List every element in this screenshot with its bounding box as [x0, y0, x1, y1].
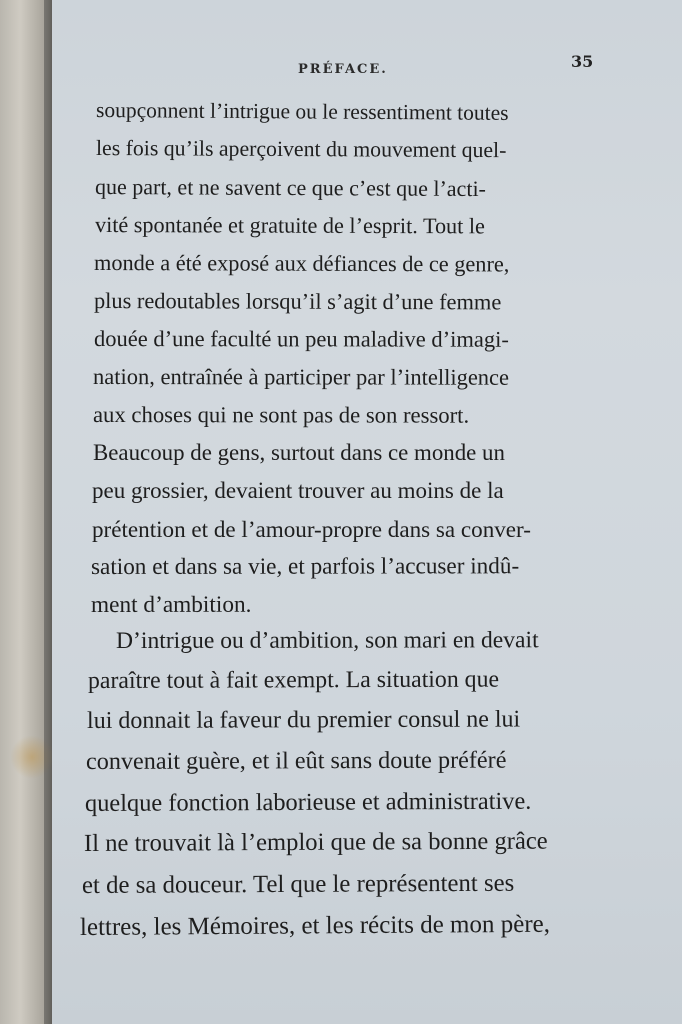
text-line: soupçonnent l’intrigue ou le ressentiment toutes: [95, 98, 509, 125]
text-line: Beaucoup de gens, surtout dans ce monde un: [93, 440, 505, 465]
text-line: D’intrigue ou d’ambition, son mari en devait: [115, 627, 539, 654]
text-line: lui donnait la faveur du premier consul ne lui: [86, 706, 521, 734]
body-text: [52, 0, 682, 1024]
text-line: que part, et ne savent ce que c’est que l’acti-: [94, 174, 486, 202]
text-line: aux choses qui ne sont pas de son ressort.: [92, 402, 470, 428]
text-line: prétention et de l’amour-propre dans sa conver-: [92, 516, 531, 542]
text-line: les fois qu’ils aperçoivent du mouvement quel-: [95, 136, 507, 163]
text-line: plus redoutables lorsqu’il s’agit d’une femme: [93, 288, 502, 315]
text-line: et de sa douceur. Tel que le représentent ses: [81, 869, 515, 899]
text-line: convenait guère, et il eût sans doute préféré: [85, 746, 507, 775]
text-line: Il ne trouvait là l’emploi que de sa bonne grâce: [83, 827, 548, 857]
text-line: monde a été exposé aux défiances de ce genre,: [93, 250, 510, 277]
text-line: vité spontanée et gratuite de l’esprit. Tout le: [94, 212, 485, 239]
text-line: peu grossier, devaient trouver au moins de la: [92, 478, 504, 503]
text-line: paraître tout à fait exempt. La situation que: [87, 666, 500, 694]
text-line: douée d’une faculté un peu maladive d’imagi-: [93, 326, 509, 352]
text-line: lettres, les Mémoires, et les récits de mon père,: [79, 910, 551, 941]
text-line: nation, entraînée à participer par l’intelligence: [92, 364, 510, 390]
book-page: [52, 0, 682, 1024]
running-title: PRÉFACE.: [298, 62, 388, 77]
text-line: quelque fonction laborieuse et administrative.: [84, 787, 532, 817]
page-number: 35: [571, 52, 594, 71]
text-line: ment d’ambition.: [90, 591, 252, 618]
text-line: sation et dans sa vie, et parfois l’accuser indû-: [90, 553, 520, 580]
